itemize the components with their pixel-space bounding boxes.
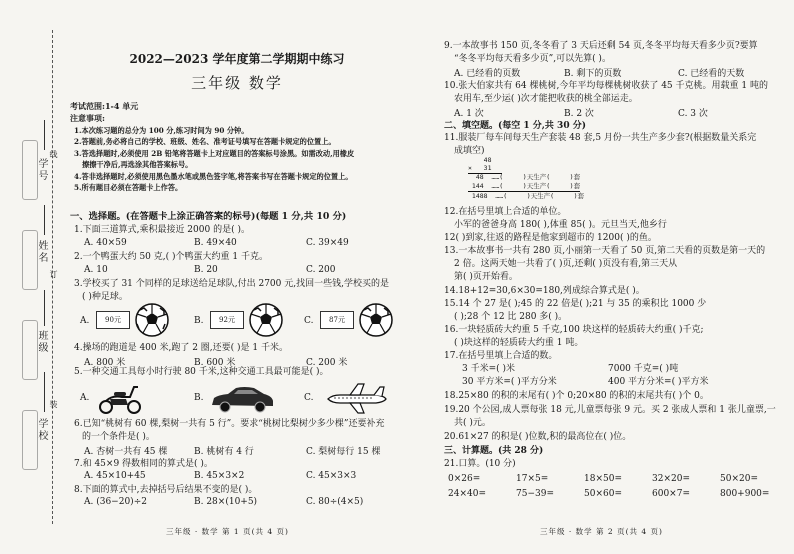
- option-c-label: C.: [304, 393, 314, 403]
- option-a: A. 800 米: [84, 358, 126, 368]
- option-c: C. 45×3×3: [306, 471, 357, 481]
- question-10: 10.张大伯家共有 64 棵桃树,今年平均每棵桃树收获了 45 千克桃。用载重 1 吨的: [444, 81, 768, 91]
- option-c: C. 39×49: [306, 238, 349, 248]
- exam-subtitle: 三年级 数学: [191, 74, 283, 92]
- option-b: B. 45×3×2: [194, 471, 245, 481]
- notice-item: 3.答选择题时,必须使用 2B 铅笔将答题卡上对应题目的答案标号涂黑。如需改动,用橡皮: [74, 148, 355, 158]
- option-a: A. 已经看的页数: [454, 69, 521, 79]
- calc-item: 32×20=: [652, 474, 690, 484]
- question-15-line1: 15.14 个 27 是( );45 的 22 倍是( );21 与 35 的乘积比 1000 少: [444, 299, 707, 309]
- option-c: C. 200: [306, 265, 336, 275]
- question-21: 21.口算。(10 分): [444, 459, 516, 469]
- binding-label-school: 学校: [36, 418, 47, 442]
- mult-row: × 31: [468, 164, 502, 174]
- notice-list: [74, 125, 404, 193]
- calc-item: 18×50=: [584, 474, 622, 484]
- calc-item: 50×20=: [720, 474, 758, 484]
- section-1-heading: 一、选择题。(在答题卡上涂正确答案的标号)(每题 1 分,共 10 分): [70, 211, 347, 222]
- calc-item: 24×40=: [448, 489, 486, 499]
- question-13-line3: 第( )页开始看。: [454, 272, 518, 282]
- binding-rule: [44, 205, 45, 235]
- binding-label-class: 班级: [36, 330, 47, 354]
- question-17-c: 30 平方米=( )平方分米: [462, 377, 557, 387]
- page-footer: 三年级 · 数学 第 2 页(共 4 页): [540, 527, 663, 536]
- page-footer: 三年级 · 数学 第 1 页(共 4 页): [166, 527, 289, 536]
- question-15-line2: ( );28 个 12 比 280 多( )。: [454, 312, 568, 322]
- handwriting-mark: [22, 410, 38, 470]
- option-c-label: C.: [304, 316, 314, 326]
- question-2-options: [84, 265, 335, 275]
- option-a: A. 1 次: [454, 109, 484, 119]
- soccer-ball-icon: [248, 302, 284, 338]
- binding-mark-line: 线: [49, 150, 58, 158]
- notice-item: 5.所有题目必须在答题卡上作答。: [74, 183, 183, 193]
- question-3-pictures: [78, 302, 408, 340]
- question-19-line1: 19.20 个公园,成人票每张 18 元,儿童票每张 9 元。买 2 张成人票和 1 张儿童票,一: [444, 405, 776, 415]
- question-16-line1: 16.一块轻质砖大约重 5 千克,100 块这样的轻质砖大约重( )千克;: [444, 325, 704, 335]
- notice-item: 1.本次练习题的总分为 100 分,练习时间为 90 分钟。: [74, 126, 249, 135]
- exam-scope: 考试范围:1-4 单元: [70, 101, 139, 111]
- soccer-ball-icon: [134, 302, 170, 338]
- question-17-b: 7000 千克=( )吨: [608, 364, 679, 374]
- airplane-icon: [324, 381, 388, 415]
- question-12: 12.在括号里填上合适的单位。: [444, 207, 567, 217]
- question-10-cont: 农用车,至少运( )次才能把收获的桃全部运走。: [454, 94, 638, 104]
- option-b-label: B.: [194, 316, 204, 326]
- question-8: 8.下面的算式中,去掉括号后结果不变的是( )。: [74, 485, 258, 495]
- binding-label-id: 学号: [36, 158, 47, 182]
- question-11-cont: 成填空): [454, 146, 485, 156]
- question-13-line2: 2 倍。这两天她一共看了( )页,还剩( )页没有看,第三天从: [454, 259, 678, 269]
- page-2: [440, 0, 786, 554]
- price-tag-b: 92元: [210, 311, 244, 329]
- mult-row: 48 ……( )天生产( )套: [468, 173, 581, 181]
- option-b: B. 剩下的页数: [564, 69, 622, 79]
- handwriting-mark: [22, 140, 38, 200]
- binding-mark-order: 订: [49, 270, 58, 278]
- question-1: 1.下面三道算式,乘积最接近 2000 的是( )。: [74, 225, 250, 235]
- notice-item: 擦擦干净后,再选涂其他答案标号。: [82, 160, 193, 170]
- calc-row: [448, 474, 788, 489]
- question-7-options: [84, 471, 356, 481]
- option-a-label: A.: [80, 316, 90, 326]
- question-17-d: 400 平方分米=( )平方米: [608, 377, 709, 387]
- car-icon: [208, 381, 276, 415]
- option-c: C. 3 次: [678, 109, 708, 119]
- question-12-line1: 小军的爸爸身高 180( ),体重 85( )。元旦当天,他乡行: [454, 220, 667, 230]
- question-6-options: [84, 444, 380, 457]
- question-20: 20.61×27 的积是( )位数,积的最高位在( )位。: [444, 432, 632, 442]
- question-7: 7.和 45×9 得数相同的算式是( )。: [74, 459, 213, 469]
- price-tag-a: 90元: [96, 311, 130, 329]
- option-c: C. 已经看的天数: [678, 69, 745, 79]
- question-17-a: 3 千米=( )米: [462, 364, 516, 374]
- scooter-icon: [96, 381, 144, 415]
- question-17: 17.在括号里填上合适的数。: [444, 351, 558, 361]
- soccer-ball-icon: [358, 302, 394, 338]
- option-b-label: B.: [194, 393, 204, 403]
- question-12-line2: 12( )到家,往返的路程是他家到超市的 1200( )的鱼。: [444, 233, 657, 243]
- question-3: 3.学校买了 31 个同样的足球送给足球队,付出 2700 元,找回一些钱,学校买的是: [74, 279, 389, 289]
- question-8-options: [84, 497, 363, 507]
- option-b: B. 20: [194, 265, 218, 275]
- question-5-pictures: [78, 381, 408, 417]
- binding-label-name: 姓名: [36, 240, 47, 264]
- option-a: A. 10: [84, 265, 108, 275]
- exam-title: 2022—2023 学年度第二学期期中练习: [129, 52, 345, 66]
- option-a: A. 45×10+45: [84, 471, 146, 481]
- notice-item: 4.答非选择题时,必须使用黑色墨水笔或黑色签字笔,将答案书写在答题卡规定的位置上。: [74, 171, 353, 181]
- option-b: B. 桃树有 4 行: [194, 447, 254, 457]
- calc-item: 50×60=: [584, 489, 622, 499]
- mult-row: 144 ……( )天生产( )套: [468, 182, 581, 190]
- binding-rule: [44, 372, 45, 412]
- question-11: 11.服装厂每车间每天生产套装 48 套,5 月份一共生产多少套?(根据数量关系完: [444, 133, 757, 143]
- notice-heading: 注意事项:: [70, 113, 105, 123]
- question-3-cont: ( )种足球。: [82, 292, 128, 302]
- binding-rule: [44, 120, 45, 150]
- binding-strip: [0, 0, 64, 554]
- section-2-heading: 二、填空题。(每空 1 分,共 30 分): [444, 121, 586, 131]
- question-2: 2.一个鸭蛋大约 50 克,( )个鸭蛋大约重 1 千克。: [74, 252, 268, 262]
- question-1-options: [84, 238, 349, 248]
- question-9-cont: “冬冬平均每天看多少页”,可以先算( )。: [454, 54, 611, 64]
- binding-rule: [44, 290, 45, 326]
- question-19-line2: 共( )元。: [454, 418, 491, 428]
- calc-item: 0×26=: [448, 474, 481, 484]
- handwriting-mark: [22, 230, 38, 290]
- option-a-label: A.: [80, 393, 90, 403]
- calc-item: 800+900=: [720, 489, 770, 499]
- option-a: A. (36−20)÷2: [84, 497, 147, 507]
- question-13-line1: 13.一本故事书一共有 280 页,小丽第一天看了 50 页,第二天看的页数是第一天的: [444, 246, 766, 256]
- question-9: 9.一本故事书 150 页,冬冬看了 3 天后还剩 54 页,冬冬平均每天看多少页?要算: [444, 41, 758, 51]
- mult-row: 48: [468, 156, 492, 164]
- page-1: [66, 0, 408, 554]
- calc-item: 17×5=: [516, 474, 549, 484]
- calc-item: 600×7=: [652, 489, 690, 499]
- option-c: C. 200 米: [306, 358, 348, 368]
- option-a: A. 杏树一共有 45 棵: [84, 447, 168, 457]
- binding-mark-bind: 装: [49, 400, 58, 408]
- handwriting-mark: [22, 320, 38, 380]
- question-4: 4.操场的跑道是 400 米,跑了 2 圈,还要( )是 1 千米。: [74, 343, 288, 353]
- option-c: C. 梨树每行 15 棵: [306, 447, 381, 457]
- question-6: 6.已知“桃树有 60 棵,梨树一共有 5 行”。要求“桃树比梨树少多少棵”还要补充: [74, 419, 385, 429]
- option-b: B. 49×40: [194, 238, 237, 248]
- price-tag-c: 87元: [320, 311, 354, 329]
- vertical-multiplication: [468, 156, 608, 202]
- question-5: 5.一种交通工具每小时行驶 80 千米,这种交通工具最可能是( )。: [74, 367, 329, 377]
- option-b: B. 2 次: [564, 109, 594, 119]
- notice-item: 2.答题前,务必将自己的学校、班级、姓名、准考证号填写在答题卡规定的位置上。: [74, 137, 336, 147]
- mult-row: 1488 ……( )天生产( )套: [468, 192, 585, 200]
- question-9-options: [454, 66, 744, 79]
- option-a: A. 40×59: [84, 238, 127, 248]
- question-18: 18.25×80 的积的末尾有( )个 0;20×80 的积的末尾共有( )个 0。: [444, 391, 709, 401]
- calc-row: [448, 489, 788, 504]
- option-c: C. 80÷(4×5): [306, 497, 364, 507]
- option-b: B. 28×(10+5): [194, 497, 258, 507]
- question-16-line2: ( )块这样的轻质砖大约重 1 吨。: [454, 338, 584, 348]
- section-3-heading: 三、计算题。(共 28 分): [444, 446, 544, 456]
- question-10-options: [454, 106, 708, 119]
- question-14: 14.18+12=30,6×30=180,列成综合算式是( )。: [444, 286, 645, 296]
- option-b: B. 600 米: [194, 358, 236, 368]
- question-6-cont: 的一个条件是( )。: [82, 432, 155, 442]
- mental-math-grid: [448, 474, 788, 504]
- calc-item: 75−39=: [516, 489, 554, 499]
